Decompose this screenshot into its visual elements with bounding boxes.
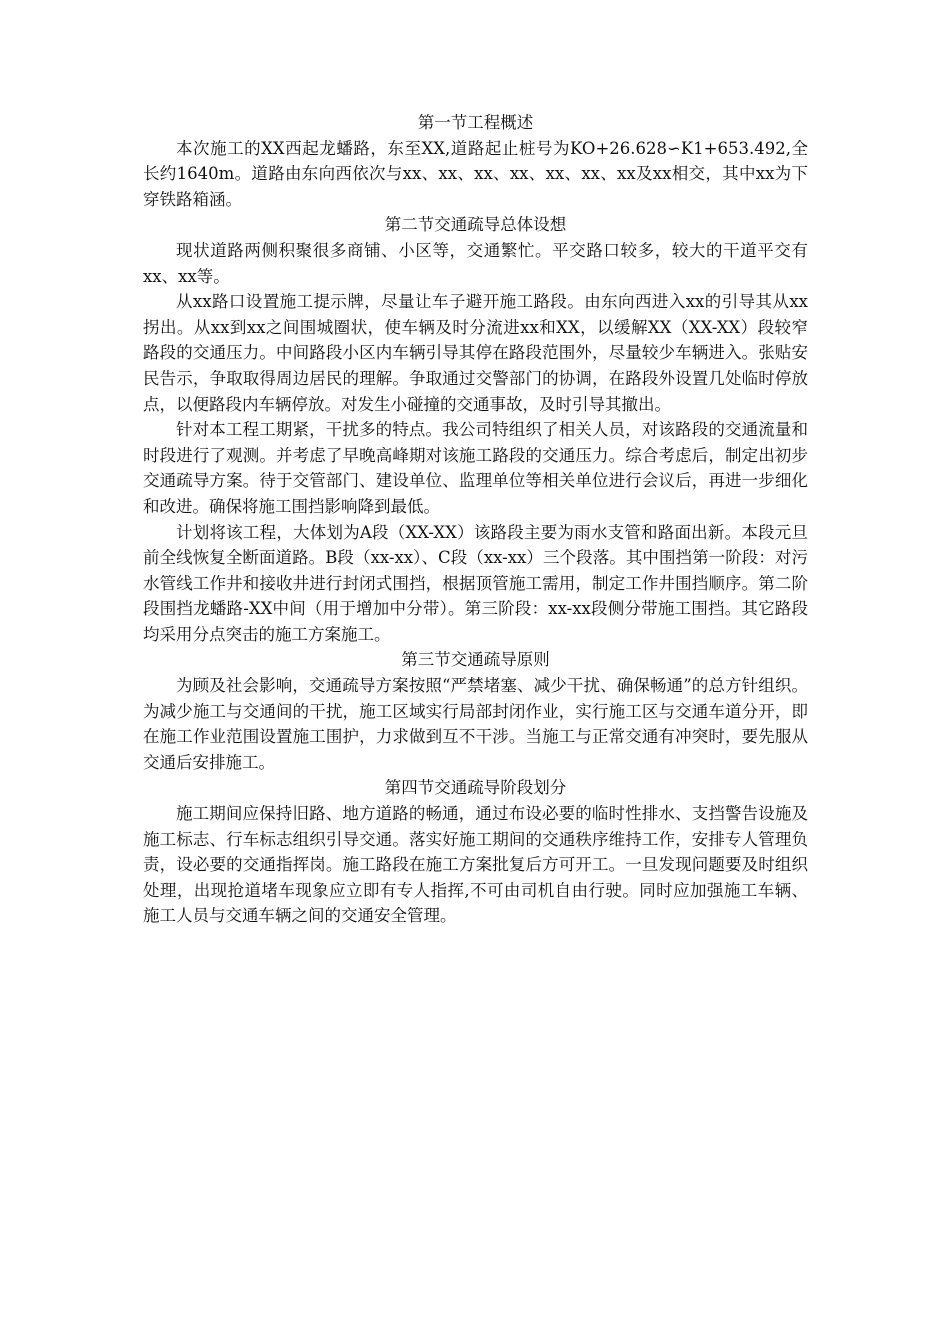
section-heading: 第一节工程概述 <box>417 113 534 132</box>
section-1 <box>143 110 808 212</box>
section-4 <box>143 775 808 929</box>
paragraph: 从xx路口设置施工提示牌，尽量让车子避开施工路段。由东向西进入xx的引导其从xx拐出。从xx到xx之间围城圈状，使车辆及时分流进xx和XX，以缓解XX（XX-XX）段较窄路段的交通压力。中间路段小区内车辆引导其停在路段范围外，尽量较少车辆进入。张贴安民告示，争取取得周边居民的理解。争取通过交警部门的协调，在路段外设置几处临时停放点，以便路段内车辆停放。对发生小碰撞的交通事故，及时引导其撤出。 <box>143 292 808 414</box>
section-3 <box>143 647 808 775</box>
paragraph: 计划将该工程，大体划为A段（XX-XX）该路段主要为雨水支管和路面出新。本段元旦前全线恢复全断面道路。B段（xx-xx）、C段（xx-xx）三个段落。其中围挡第一阶段：对污水管线工作井和接收井进行封闭式围挡，根据顶管施工需用，制定工作井围挡顺序。第二阶段围挡龙蟠路-XX中间（用于增加中分带）。第三阶段：xx-xx段侧分带施工围挡。其它路段均采用分点突击的施工方案施工。 <box>143 522 808 644</box>
paragraph: 施工期间应保持旧路、地方道路的畅通，通过布设必要的临时性排水、支挡警告设施及施工标志、行车标志组织引导交通。落实好施工期间的交通秩序维持工作，安排专人管理负责，设必要的交通指挥岗。施工路段在施工方案批复后方可开工。一旦发现问题要及时组织处理，出现抢道堵车现象应立即有专人指挥,不可由司机自由行驶。同时应加强施工车辆、施工人员与交通车辆之间的交通安全管理。 <box>143 804 808 926</box>
section-2 <box>143 212 808 647</box>
section-heading: 第二节交通疏导总体设想 <box>384 215 567 235</box>
paragraph: 现状道路两侧积聚很多商铺、小区等，交通繁忙。平交路口较多，较大的干道平交有xx、xx等。 <box>143 240 808 286</box>
paragraph: 为顾及社会影响，交通疏导方案按照“严禁堵塞、减少干扰、确保畅通”的总方针组织。为减少施工与交通间的干扰，施工区域实行局部封闭作业，实行施工区与交通车道分开，即在施工作业范围设置施工围护，力求做到互不干涉。当施工与正常交通有冲突时，要先服从交通后安排施工。 <box>143 676 808 772</box>
section-heading: 第四节交通疏导阶段划分 <box>384 778 567 798</box>
section-heading: 第三节交通疏导原则 <box>401 650 550 670</box>
paragraph: 针对本工程工期紧，干扰多的特点。我公司特组织了相关人员，对该路段的交通流量和时段进行了观测。并考虑了早晚高峰期对该施工路段的交通压力。综合考虑后，制定出初步交通疏导方案。待于交管部门、建设单位、监理单位等相关单位进行会议后，再进一步细化和改进。确保将施工围挡影响降到最低。 <box>143 420 808 516</box>
paragraph: 本次施工的XX西起龙蟠路，东至XX,道路起止桩号为KO+26.628∽K1+653.492,全长约1640m。道路由东向西依次与xx、xx、xx、xx、xx、xx、xx及xx相交，其中xx为下穿铁路箱涵。 <box>143 138 808 209</box>
document-page <box>143 110 808 929</box>
